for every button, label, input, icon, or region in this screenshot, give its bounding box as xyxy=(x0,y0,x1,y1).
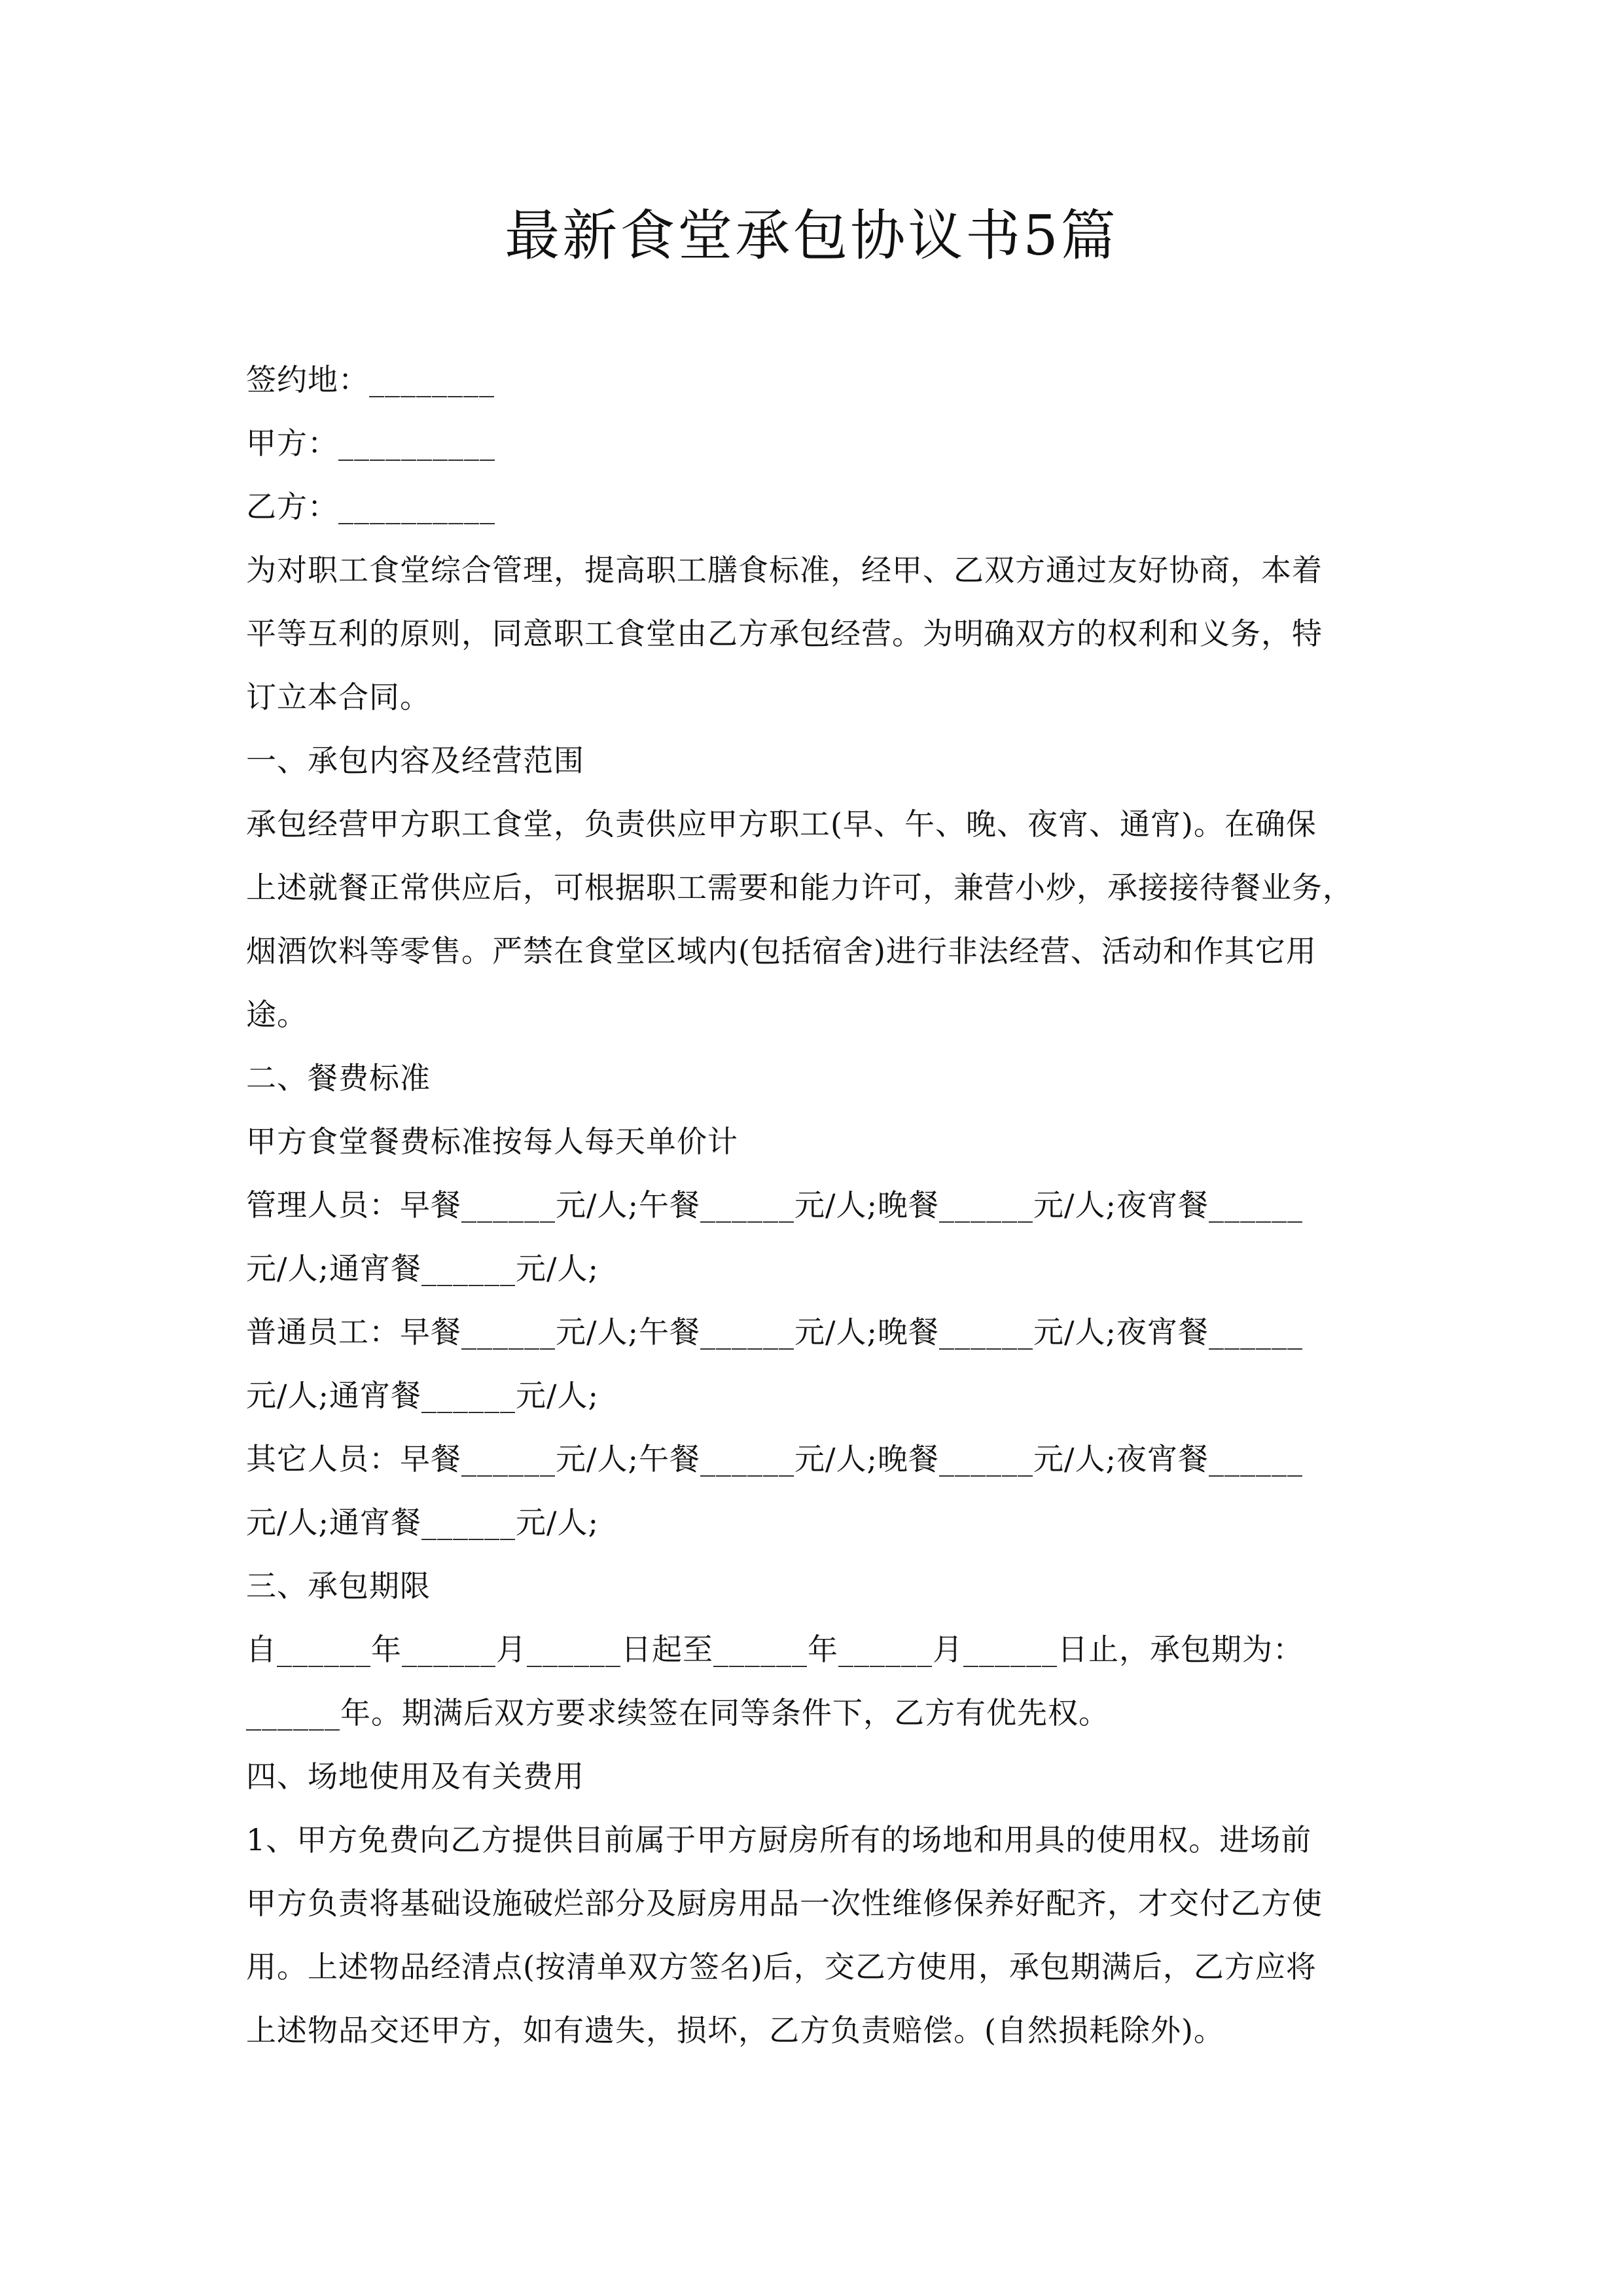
meal-fee-managers-line: 元/人;通宵餐______元/人; xyxy=(246,1251,599,1286)
preamble-line: 订立本合同。 xyxy=(246,679,431,715)
section-1-line: 上述就餐正常供应后，可根据职工需要和能力许可，兼营小炒，承接接待餐业务， xyxy=(246,870,1353,905)
meal-fee-others-line: 元/人;通宵餐______元/人; xyxy=(246,1505,599,1540)
section-3-line: ______年。期满后双方要求续签在同等条件下，乙方有优先权。 xyxy=(246,1695,1109,1731)
party-b-line: 乙方：__________ xyxy=(246,489,495,524)
section-heading-1: 一、承包内容及经营范围 xyxy=(246,743,584,778)
section-1-line: 承包经营甲方职工食堂，负责供应甲方职工(早、午、晚、夜宵、通宵)。在确保 xyxy=(246,806,1317,842)
section-1-line: 途。 xyxy=(246,997,308,1032)
section-heading-3: 三、承包期限 xyxy=(246,1568,431,1604)
document-title: 最新食堂承包协议书5篇 xyxy=(505,204,1118,268)
section-4-line: 甲方负责将基础设施破烂部分及厨房用品一次性维修保养好配齐，才交付乙方使 xyxy=(246,1886,1323,1921)
signing-place-line: 签约地：________ xyxy=(246,362,495,397)
preamble-line: 为对职工食堂综合管理，提高职工膳食标准，经甲、乙双方通过友好协商，本着 xyxy=(246,552,1323,588)
section-4-line: 1、甲方免费向乙方提供目前属于甲方厨房所有的场地和用具的使用权。进场前 xyxy=(246,1822,1312,1857)
section-4-line: 上述物品交还甲方，如有遗失，损坏，乙方负责赔偿。(自然损耗除外)。 xyxy=(246,2013,1224,2048)
meal-fee-managers-line: 管理人员：早餐______元/人;午餐______元/人;晚餐______元/人;夜宵餐______ xyxy=(246,1187,1303,1223)
party-a-line: 甲方：__________ xyxy=(246,425,495,461)
meal-fee-others-line: 其它人员：早餐______元/人;午餐______元/人;晚餐______元/人;夜宵餐______ xyxy=(246,1441,1303,1477)
section-2-line: 甲方食堂餐费标准按每人每天单价计 xyxy=(246,1124,738,1159)
section-4-line: 用。上述物品经清点(按清单双方签名)后，交乙方使用，承包期满后，乙方应将 xyxy=(246,1949,1317,1984)
section-1-line: 烟酒饮料等零售。严禁在食堂区域内(包括宿舍)进行非法经营、活动和作其它用 xyxy=(246,933,1317,969)
meal-fee-staff-line: 普通员工：早餐______元/人;午餐______元/人;晚餐______元/人;夜宵餐______ xyxy=(246,1314,1303,1350)
section-heading-2: 二、餐费标准 xyxy=(246,1060,431,1096)
section-3-line: 自______年______月______日起至______年______月______日止，承包期为： xyxy=(246,1632,1304,1667)
section-heading-4: 四、场地使用及有关费用 xyxy=(246,1759,584,1794)
meal-fee-staff-line: 元/人;通宵餐______元/人; xyxy=(246,1378,599,1413)
preamble-line: 平等互利的原则，同意职工食堂由乙方承包经营。为明确双方的权利和义务，特 xyxy=(246,616,1323,651)
